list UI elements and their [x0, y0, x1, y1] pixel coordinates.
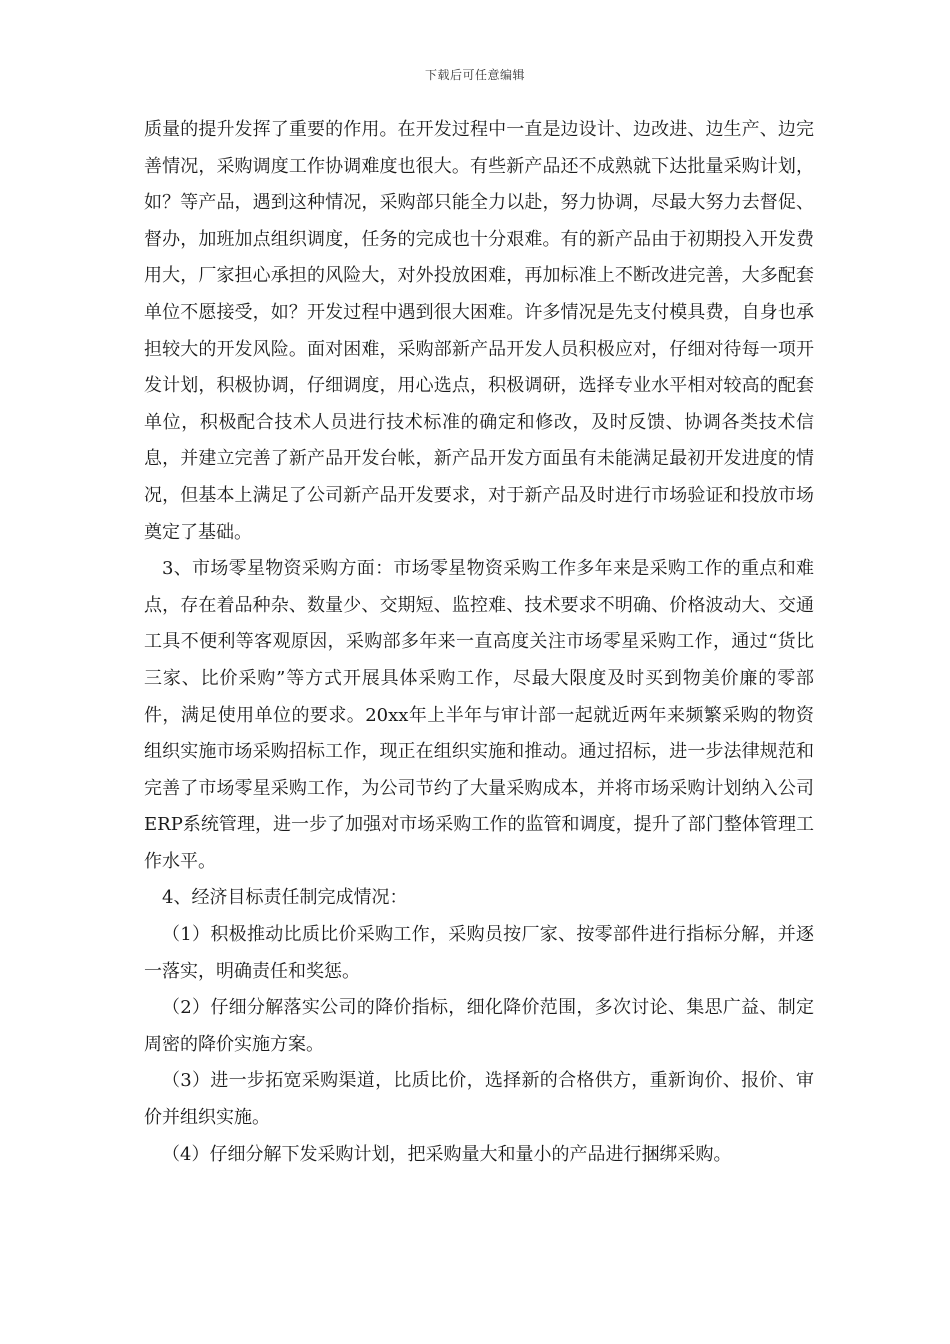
document-body — [144, 112, 814, 1173]
list-item-4: （4）仔细分解下发采购计划，把采购量大和量小的产品进行捆绑采购。 — [162, 1143, 732, 1165]
paragraph-continuation: 质量的提升发挥了重要的作用。在开发过程中一直是边设计、边改进、边生产、边完善情况，采购调度工作协调难度也很大。有些新产品还不成熟就下达批量采购计划，如？等产品，遇到这种情况，采购部只能全力以赴，努力协调，尽最大努力去督促、督办，加班加点组织调度，任务的完成也十分艰难。有的新产品由于初期投入开发费用大，厂家担心承担的风险大，对外投放困难，再加标准上不断改进完善，大多配套单位不愿接受，如？开发过程中遇到很大困难。许多情况是先支付模具费，自身也承担较大的开发风险。面对困难，采购部新产品开发人员积极应对，仔细对待每一项开发计划，积极协调，仔细调度，用心选点，积极调研，选择专业水平相对较高的配套单位，积极配合技术人员进行技术标准的确定和修改，及时反馈、协调各类技术信息，并建立完善了新产品开发台帐，新产品开发方面虽有未能满足最初开发进度的情况，但基本上满足了公司新产品开发要求，对于新产品及时进行市场验证和投放市场奠定了基础。 — [144, 119, 814, 543]
list-item-3: （3）进一步拓宽采购渠道，比质比价，选择新的合格供方，重新询价、报价、审价并组织实施。 — [144, 1070, 814, 1129]
paragraph-section-4-heading: 4、经济目标责任制完成情况： — [162, 887, 408, 909]
page-header: 下载后可任意编辑 — [424, 68, 525, 82]
list-item-2: （2）仔细分解落实公司的降价指标，细化降价范围，多次讨论、集思广益、制定周密的降价实施方案。 — [144, 997, 814, 1055]
list-item-1: （1）积极推动比质比价采购工作，采购员按厂家、按零部件进行指标分解，并逐一落实，明确责任和奖惩。 — [144, 924, 814, 982]
paragraph-section-3: 3、市场零星物资采购方面：市场零星物资采购工作多年来是采购工作的重点和难点，存在着品种杂、数量少、交期短、监控难、技术要求不明确、价格波动大、交通工具不便利等客观原因，采购部多年来一直高度关注市场零星采购工作，通过“货比三家、比价采购”等方式开展具体采购工作，尽最大限度及时买到物美价廉的零部件，满足使用单位的要求。20xx年上半年与审计部一起就近两年来频繁采购的物资组织实施市场采购招标工作，现正在组织实施和推动。通过招标，进一步法律规范和完善了市场零星采购工作，为公司节约了大量采购成本，并将市场采购计划纳入公司ERP系统管理，进一步了加强对市场采购工作的监管和调度，提升了部门整体管理工作水平。 — [144, 558, 814, 872]
